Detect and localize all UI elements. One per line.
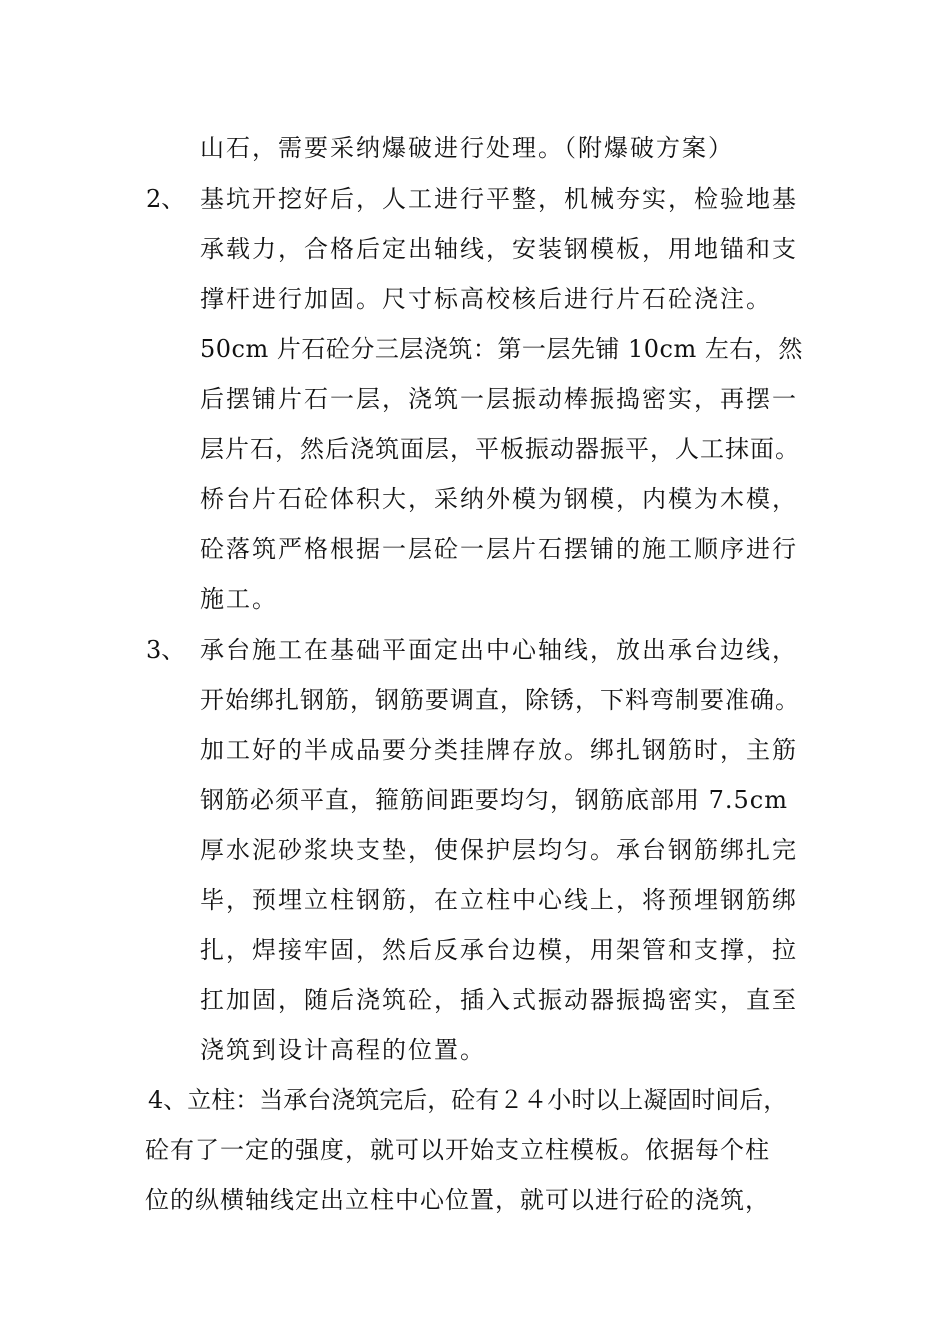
text-line-21: 砼有了一定的强度，就可以开始支立柱模板。依据每个柱 [145,1136,770,1164]
text-line-8: 桥台片石砼体积大，采纳外模为钢模，内模为木模， [200,485,798,513]
text-line-10: 施工。 [200,585,278,613]
text-line-6: 后摆铺片石一层，浇筑一层振动棒振捣密实，再摆一 [200,385,798,413]
text-line-19: 浇筑到设计高程的位置。 [200,1036,486,1064]
text-line-14: 钢筋必须平直，箍筋间距要均匀，钢筋底部用 7.5cm [200,786,788,814]
text-line-12: 开始绑扎钢筋，钢筋要调直，除锈，下料弯制要准确。 [200,686,800,714]
text-line-2: 基坑开挖好后，人工进行平整，机械夯实，检验地基 [200,185,798,213]
text-line-5: 50cm 片石砼分三层浇筑：第一层先铺 10cm 左右，然 [200,335,803,363]
list-number-2: 2、 [146,185,186,213]
text-line-3: 承载力，合格后定出轴线，安装钢模板，用地锚和支 [200,235,798,263]
text-line-15: 厚水泥砂浆块支垫，使保护层均匀。承台钢筋绑扎完 [200,836,798,864]
text-line-20: 4、立柱：当承台浇筑完后，砼有２４小时以上凝固时间后， [148,1086,788,1114]
text-line-16: 毕，预埋立柱钢筋，在立柱中心线上，将预埋钢筋绑 [200,886,798,914]
text-line-18: 扛加固，随后浇筑砼，插入式振动器振捣密实，直至 [200,986,798,1014]
text-line-11: 承台施工在基础平面定出中心轴线，放出承台边线， [200,636,798,664]
text-line-22: 位的纵横轴线定出立柱中心位置，就可以进行砼的浇筑， [145,1186,770,1214]
text-line-7: 层片石，然后浇筑面层，平板振动器振平，人工抹面。 [200,435,800,463]
text-line-4: 撑杆进行加固。尺寸标高校核后进行片石砼浇注。 [200,285,772,313]
text-line-1: 山石，需要采纳爆破进行处理。（附爆破方案） [200,134,734,162]
text-line-9: 砼落筑严格根据一层砼一层片石摆铺的施工顺序进行 [200,535,798,563]
text-line-13: 加工好的半成品要分类挂牌存放。绑扎钢筋时，主筋 [200,736,798,764]
text-line-17: 扎，焊接牢固，然后反承台边模，用架管和支撑，拉 [200,936,798,964]
list-number-3: 3、 [146,636,186,664]
